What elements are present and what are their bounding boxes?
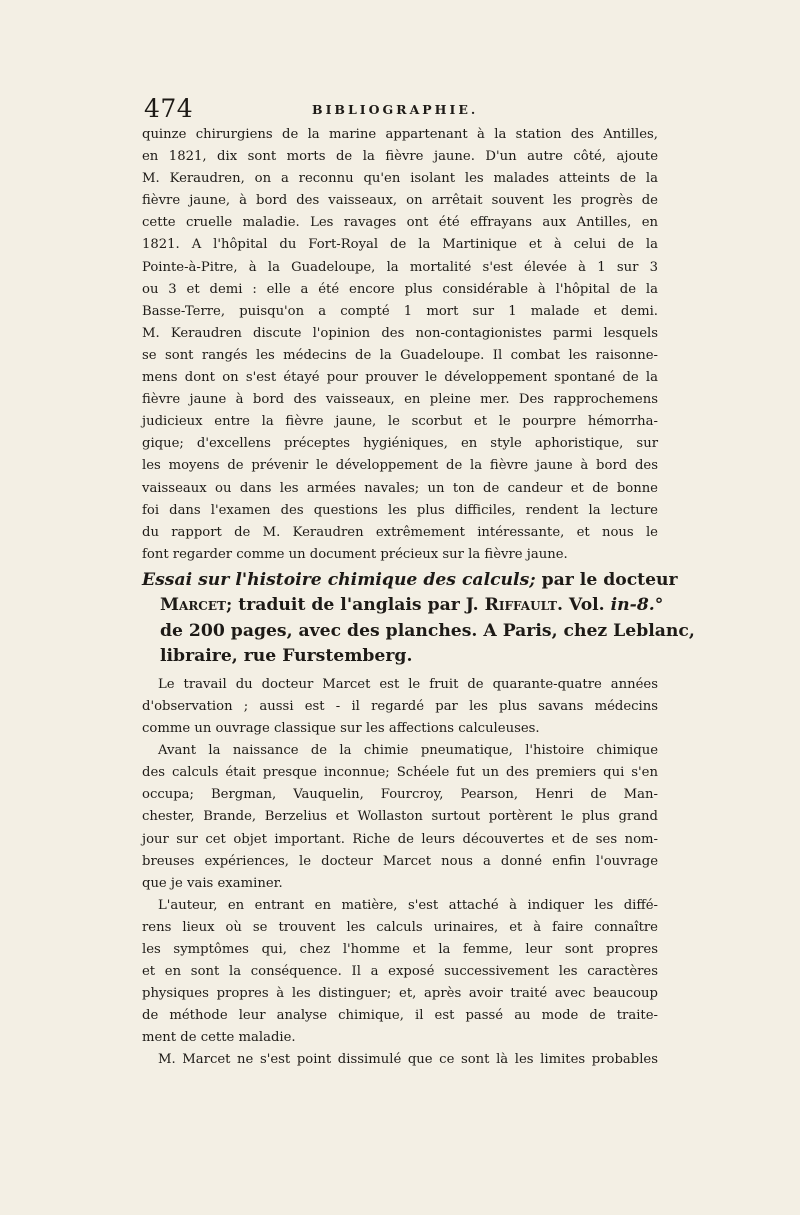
text-line: 1821. A l'hôpital du Fort-Royal de la Martinique et à celui de la xyxy=(142,237,658,253)
entry-line xyxy=(142,593,664,619)
text-line: fièvre jaune, à bord des vaisseaux, on arrêtait souvent les progrès de xyxy=(142,193,658,209)
text-line: que je vais examiner. xyxy=(142,875,283,891)
text-line: judicieux entre la fièvre jaune, le scorbut et le pourpre hémorrha- xyxy=(142,414,658,430)
page-header xyxy=(142,90,658,124)
text-line: les moyens de prévenir le développement de la fièvre jaune à bord des xyxy=(142,458,658,474)
text-line: ou 3 et demi : elle a été encore plus considérable à l'hôpital de la xyxy=(142,281,658,297)
entry-line: libraire, rue Furstemberg. xyxy=(160,646,413,667)
text-line: de méthode leur analyse chimique, il est passé au mode de traite- xyxy=(142,1008,658,1024)
text-line: rens lieux où se trouvent les calculs urinaires, et à faire connaître xyxy=(142,919,658,935)
text-line: fièvre jaune à bord des vaisseaux, en pleine mer. Des rapprochemens xyxy=(142,392,658,408)
book-title: Essai sur l'histoire chimique des calculs; xyxy=(142,569,536,590)
paragraph-marcet-intro xyxy=(142,674,658,740)
text-line: Avant la naissance de la chimie pneumatique, l'histoire chimique xyxy=(158,743,658,759)
text-line: comme un ouvrage classique sur les affections calculeuses. xyxy=(142,721,540,737)
text-line: ment de cette maladie. xyxy=(142,1030,296,1046)
text-line: en 1821, dix sont morts de la fièvre jaune. D'un autre côté, ajoute xyxy=(142,149,658,165)
author-name: Marcet xyxy=(160,595,226,616)
text-line: Pointe-à-Pitre, à la Guadeloupe, la mortalité s'est élevée à 1 sur 3 xyxy=(142,259,658,275)
text-line: gique; d'excellens préceptes hygiéniques, en style aphoristique, sur xyxy=(142,436,658,452)
text-line: des calculs était presque inconnue; Schéele fut un des premiers qui s'en xyxy=(142,765,658,781)
entry-text: par le docteur xyxy=(535,569,678,590)
text-line: les symptômes qui, chez l'homme et la femme, leur sont propres xyxy=(142,942,658,957)
text-line: du rapport de M. Keraudren extrêmement intéressante, et nous le xyxy=(142,524,658,540)
entry-text: . Vol. xyxy=(556,595,611,616)
text-line: M. Keraudren discute l'opinion des non-contagionistes parmi lesquels xyxy=(142,325,658,341)
entry-text: ; traduit de l'anglais par J. xyxy=(225,595,485,616)
text-line: quinze chirurgiens de la marine appartenant à la station des Antilles, xyxy=(142,127,658,142)
bibliography-entry xyxy=(142,568,695,670)
text-line: font regarder comme un document précieux sur la fièvre jaune. xyxy=(142,546,568,562)
text-line: L'auteur, en entrant en matière, s'est attaché à indiquer les diffé- xyxy=(158,897,658,913)
book-page xyxy=(142,90,695,1072)
text-line: se sont rangés les médecins de la Guadeloupe. Il combat les raisonne- xyxy=(142,347,658,363)
entry-line xyxy=(142,568,678,594)
page-number: 474 xyxy=(144,94,194,123)
paragraph-limits xyxy=(142,1049,658,1071)
text-line: physiques propres à les distinguer; et, après avoir traité avec beaucoup xyxy=(142,986,658,1002)
book-format: in-8.° xyxy=(610,595,664,616)
entry-line: de 200 pages, avec des planches. A Paris, chez Leblanc, xyxy=(160,620,695,641)
text-line: et en sont la conséquence. Il a exposé successivement les caractères xyxy=(142,964,658,980)
paragraph-keraudren xyxy=(142,124,658,566)
text-line: chester, Brande, Berzelius et Wollaston surtout portèrent le plus grand xyxy=(142,809,658,825)
paragraph-author-method xyxy=(142,895,658,1050)
translator-name: Riffault xyxy=(484,595,557,616)
text-line: mens dont on s'est étayé pour prouver le développement spontané de la xyxy=(142,370,658,386)
text-line: d'observation ; aussi est - il regardé par les plus savans médecins xyxy=(142,698,658,714)
text-line: occupa; Bergman, Vauquelin, Fourcroy, Pearson, Henri de Man- xyxy=(142,787,658,803)
text-line: Basse-Terre, puisqu'on a compté 1 mort sur 1 malade et demi. xyxy=(142,303,658,319)
text-line: foi dans l'examen des questions les plus difficiles, rendent la lecture xyxy=(142,502,658,518)
text-line: jour sur cet objet important. Riche de leurs découvertes et de ses nom- xyxy=(142,831,658,847)
running-head: BIBLIOGRAPHIE. xyxy=(312,102,479,117)
text-line: M. Marcet ne s'est point dissimulé que ce sont là les limites probables xyxy=(158,1052,658,1068)
text-line: vaisseaux ou dans les armées navales; un ton de candeur et de bonne xyxy=(142,480,658,496)
text-line: cette cruelle maladie. Les ravages ont été effrayans aux Antilles, en xyxy=(142,215,658,231)
text-line: breuses expériences, le docteur Marcet nous a donné enfin l'ouvrage xyxy=(142,853,658,869)
paragraph-history xyxy=(142,740,658,895)
text-line: Le travail du docteur Marcet est le fruit de quarante-quatre années xyxy=(158,676,658,692)
text-line: M. Keraudren, on a reconnu qu'en isolant les malades atteints de la xyxy=(142,171,658,187)
